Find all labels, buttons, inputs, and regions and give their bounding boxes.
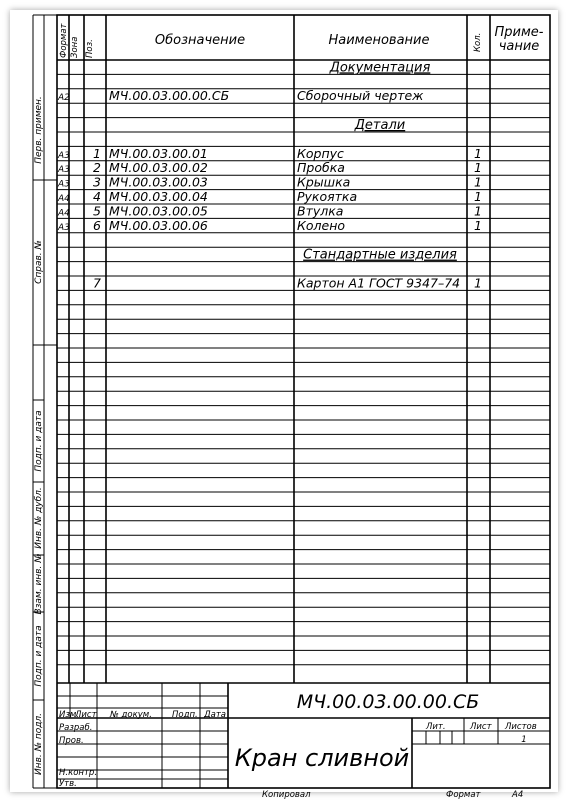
row-format: A3 bbox=[58, 165, 70, 176]
row-name: Втулка bbox=[297, 203, 344, 219]
table-row bbox=[329, 60, 431, 75]
tb-utv: Утв. bbox=[59, 779, 77, 789]
section-heading: Детали bbox=[354, 118, 406, 133]
section-heading: Стандартные изделия bbox=[303, 247, 457, 263]
title-name: Кран сливной bbox=[234, 744, 410, 772]
label-sprav-no: Справ. № bbox=[34, 240, 44, 284]
row-pos: 7 bbox=[93, 275, 101, 291]
row-pos: 2 bbox=[93, 160, 101, 176]
header-pos: Поз. bbox=[85, 39, 95, 58]
table-row bbox=[57, 218, 482, 233]
row-format: A3 bbox=[58, 150, 70, 161]
header-designation: Обозначение bbox=[154, 33, 246, 48]
row-pos: 1 bbox=[93, 145, 101, 161]
row-format: A4 bbox=[58, 194, 70, 204]
row-format: A3 bbox=[58, 179, 70, 190]
row-designation: МЧ.00.03.00.00.СБ bbox=[109, 88, 230, 104]
tb-listov-value: 1 bbox=[521, 735, 527, 745]
header-qty: Кол. bbox=[473, 32, 483, 52]
row-designation: МЧ.00.03.00.03 bbox=[109, 174, 208, 190]
header-note-line2: чание bbox=[498, 39, 540, 54]
label-inv-dubl: Инв. № дубл. bbox=[34, 487, 44, 549]
row-name: Картон А1 ГОСТ 9347–74 bbox=[297, 275, 461, 291]
label-vzam-inv: Взам. инв. № bbox=[34, 553, 44, 615]
label-podp-data-1: Подп. и дата bbox=[34, 410, 44, 472]
row-qty: 1 bbox=[474, 217, 482, 233]
row-name: Корпус bbox=[297, 145, 344, 161]
table-row bbox=[57, 189, 482, 204]
table-row bbox=[303, 248, 457, 263]
tb-col-date: Дата bbox=[204, 710, 227, 720]
tb-prov: Пров. bbox=[59, 736, 84, 746]
row-designation: МЧ.00.03.00.05 bbox=[109, 203, 208, 219]
row-designation: МЧ.00.03.00.01 bbox=[109, 145, 208, 161]
row-designation: МЧ.00.03.00.02 bbox=[109, 160, 208, 176]
row-pos: 4 bbox=[93, 189, 101, 204]
tb-col-list: Лист bbox=[75, 710, 97, 720]
row-pos: 5 bbox=[93, 203, 101, 219]
table-row bbox=[57, 175, 482, 190]
label-perv-primen: Перв. примен. bbox=[34, 96, 44, 164]
row-name: Колено bbox=[297, 217, 346, 233]
row-qty: 1 bbox=[474, 189, 482, 204]
table-row bbox=[57, 203, 482, 218]
title-designation: МЧ.00.03.00.00.СБ bbox=[296, 691, 480, 713]
section-heading: Документация bbox=[329, 60, 431, 76]
table-row bbox=[93, 275, 482, 290]
header-zone: Зона bbox=[70, 36, 80, 58]
table-row bbox=[354, 118, 405, 133]
tb-nkontr: Н.контр. bbox=[59, 768, 98, 778]
footer-copied: Копировал bbox=[262, 790, 311, 800]
table-row bbox=[57, 146, 482, 161]
row-format: A2 bbox=[58, 93, 70, 104]
row-qty: 1 bbox=[474, 174, 482, 190]
row-designation: МЧ.00.03.00.04 bbox=[109, 189, 208, 204]
tb-col-izm: Изм. bbox=[59, 710, 79, 720]
label-podp-data-2: Подп. и дата bbox=[34, 625, 44, 687]
row-pos: 6 bbox=[93, 217, 101, 233]
row-name: Крышка bbox=[297, 174, 351, 190]
footer-format-value: А4 bbox=[512, 790, 524, 800]
row-qty: 1 bbox=[474, 203, 482, 219]
row-designation: МЧ.00.03.00.06 bbox=[109, 217, 208, 233]
table-columns bbox=[69, 15, 490, 683]
tb-listov: Листов bbox=[505, 722, 537, 732]
table-row bbox=[57, 88, 424, 103]
sheet-frame bbox=[57, 15, 550, 788]
row-format: A4 bbox=[58, 208, 70, 219]
label-inv-podl: Инв. № подл. bbox=[34, 712, 44, 776]
row-format: A3 bbox=[58, 222, 70, 233]
row-pos: 3 bbox=[93, 174, 101, 190]
table-row bbox=[57, 160, 482, 175]
row-qty: 1 bbox=[474, 160, 482, 176]
header-note-line1: Приме- bbox=[494, 25, 544, 40]
row-name: Рукоятка bbox=[297, 189, 358, 204]
row-name: Пробка bbox=[297, 160, 345, 176]
header-name: Наименование bbox=[328, 33, 430, 48]
footer-format-label: Формат bbox=[446, 790, 481, 800]
row-name: Сборочный чертеж bbox=[297, 88, 424, 104]
row-qty: 1 bbox=[474, 145, 482, 161]
tb-razrab: Разраб. bbox=[59, 723, 93, 733]
tb-lit: Лит. bbox=[426, 722, 446, 732]
row-qty: 1 bbox=[474, 275, 482, 291]
tb-col-podp: Подп. bbox=[172, 710, 198, 720]
header-format: Формат bbox=[59, 23, 69, 58]
tb-col-doc: № докум. bbox=[110, 710, 152, 720]
tb-list: Лист bbox=[470, 722, 492, 732]
